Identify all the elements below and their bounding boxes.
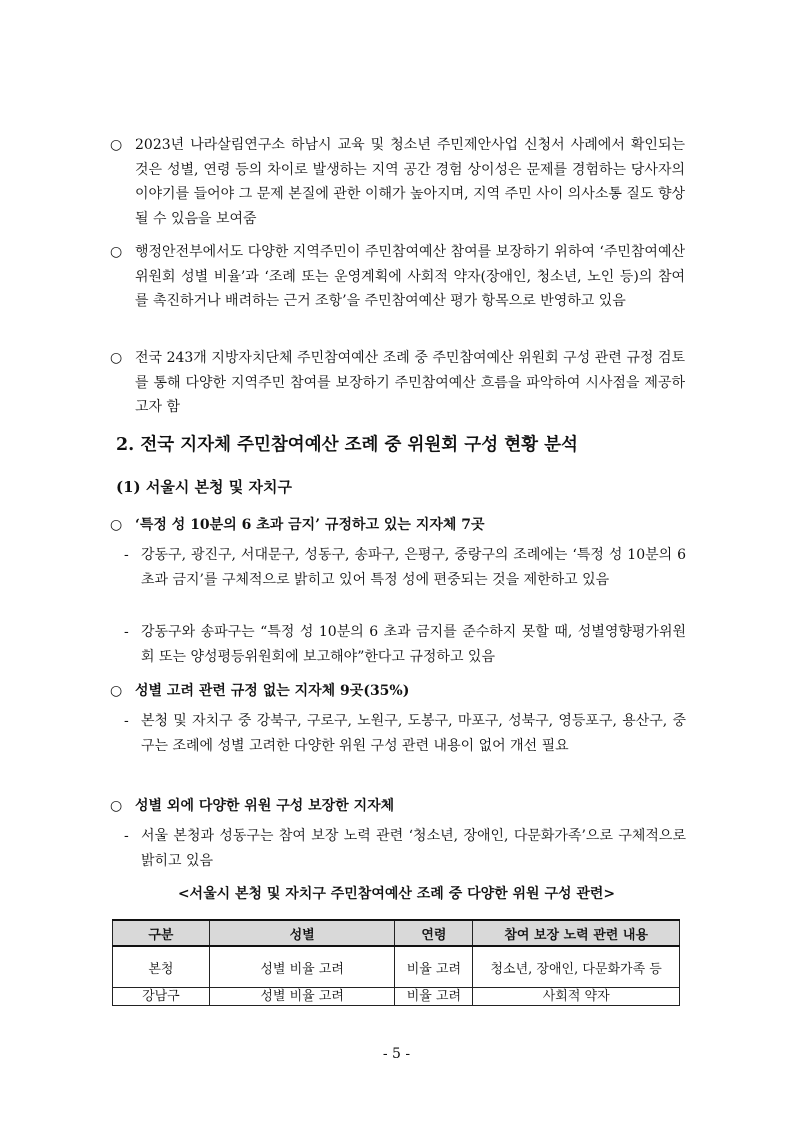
cell-participation: 사회적 약자 — [473, 988, 680, 1006]
subsection-title: (1) 서울시 본청 및 자치구 — [116, 478, 292, 496]
cell-age: 비율 고려 — [395, 988, 473, 1006]
dash-bullet-icon: - — [124, 713, 129, 729]
circle-bullet-icon: ○ — [110, 244, 123, 260]
cell-category: 강남구 — [113, 988, 210, 1006]
page-number: - 5 - — [382, 1046, 411, 1062]
committee-composition-table — [112, 919, 680, 1006]
circle-bullet-icon: ○ — [110, 798, 123, 814]
table-caption: <서울시 본청 및 자치구 주민참여예산 조례 중 다양한 위원 구성 관련> — [177, 886, 616, 902]
table-header-row — [113, 920, 680, 946]
dash-bullet-icon: - — [124, 624, 129, 640]
dash-item-text: 강동구, 광진구, 서대문구, 성동구, 송파구, 은평구, 중랑구의 조례에는 ‘특정 성 10분의 6 초과 금지’를 구체적으로 밝히고 있어 특정 성에 편중되는 것을 제한하고 있음 — [141, 547, 686, 588]
circle-bullet-icon: ○ — [110, 517, 123, 533]
dash-bullet-icon: - — [124, 828, 129, 844]
cell-gender: 성별 비율 고려 — [209, 946, 395, 988]
bullet-text-1: 2023년 나라살림연구소 하남시 교육 및 청소년 주민제안사업 신청서 사례에서 확인되는 것은 성별, 연령 등의 차이로 발생하는 지역 공간 경험 상이성은 문제를 경험하는 당사자의 이야기를 들어야 그 문제 본질에 관한 이해가 높아지며, 지역 주민 사이 의사소통 질도 향상될 수 있음을 보여줌 — [135, 137, 685, 227]
dash-item-text: 서울 본청과 성동구는 참여 보장 노력 관련 ‘청소년, 장애인, 다문화가족’으로 구체적으로 밝히고 있음 — [141, 828, 686, 869]
dash-item-text: 강동구와 송파구는 “특정 성 10분의 6 초과 금지를 준수하지 못할 때, 성별영향평가위원회 또는 양성평등위원회에 보고해야”한다고 규정하고 있음 — [141, 624, 686, 665]
group-heading-1 — [110, 513, 685, 538]
bullet-text-2: 행정안전부에서도 다양한 지역주민이 주민참여예산 참여를 보장하기 위하여 ‘주민참여예산 위원회 성별 비율’과 ‘조례 또는 운영계획에 사회적 약자(장애인, 청소년, 노인 등)의 참여를 촉진하거나 배려하는 근거 조항’을 주민참여예산 평가 항목으로 반영하고 있음 — [135, 244, 685, 309]
group-heading-text-3: 성별 외에 다양한 위원 구성 보장한 지자체 — [135, 798, 395, 814]
cell-age: 비율 고려 — [395, 946, 473, 988]
cell-gender: 성별 비율 고려 — [209, 988, 395, 1006]
dash-item-3-1 — [124, 824, 686, 873]
circle-bullet-icon: ○ — [110, 683, 123, 699]
group-heading-2 — [110, 679, 685, 704]
circle-bullet-icon: ○ — [110, 137, 123, 153]
cell-participation: 청소년, 장애인, 다문화가족 등 — [473, 946, 680, 988]
dash-item-1-1 — [124, 543, 686, 592]
cell-category: 본청 — [113, 946, 210, 988]
bullet-paragraph-2 — [110, 240, 685, 314]
dash-item-text: 본청 및 자치구 중 강북구, 구로구, 노원구, 도봉구, 마포구, 성북구, 영등포구, 용산구, 중구는 조례에 성별 고려한 다양한 위원 구성 관련 내용이 없어 개선 필요 — [141, 713, 686, 754]
group-heading-text-2: 성별 고려 관련 규정 없는 지자체 9곳(35%) — [135, 683, 410, 699]
bullet-text-3: 전국 243개 지방자치단체 주민참여예산 조례 중 주민참여예산 위원회 구성 관련 규정 검토를 통해 다양한 지역주민 참여를 보장하기 주민참여예산 흐름을 파악하여 시사점을 제공하고자 함 — [135, 350, 685, 415]
bullet-paragraph-3 — [110, 346, 685, 420]
header-gender: 성별 — [209, 920, 395, 946]
section-title: 2. 전국 지자체 주민참여예산 조례 중 위원회 구성 현황 분석 — [116, 435, 578, 455]
table-row — [113, 988, 680, 1006]
dash-bullet-icon: - — [124, 547, 129, 563]
table-row — [113, 946, 680, 988]
group-heading-3 — [110, 794, 685, 819]
group-heading-text-1: ‘특정 성 10분의 6 초과 금지’ 규정하고 있는 지자체 7곳 — [135, 517, 485, 533]
circle-bullet-icon: ○ — [110, 350, 123, 366]
header-age: 연령 — [395, 920, 473, 946]
header-participation: 참여 보장 노력 관련 내용 — [473, 920, 680, 946]
bullet-paragraph-1 — [110, 133, 685, 231]
dash-item-2-1 — [124, 709, 686, 758]
header-category: 구분 — [113, 920, 210, 946]
dash-item-1-2 — [124, 620, 686, 669]
